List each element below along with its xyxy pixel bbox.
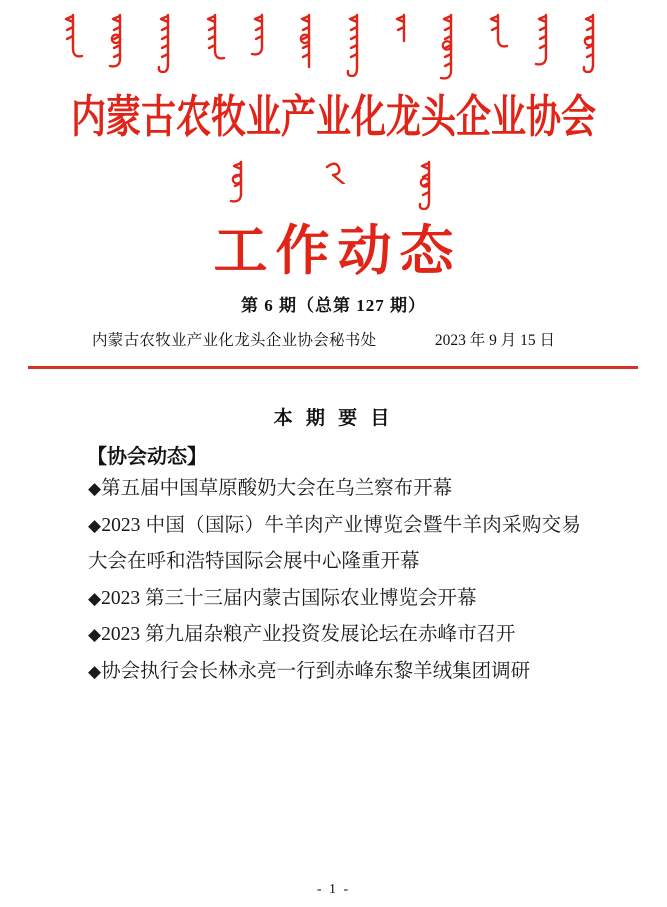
mongolian-subtitle-script	[0, 160, 667, 210]
toc-item-text: 协会执行会长林永亮一行到赤峰东黎羊绒集团调研	[101, 660, 531, 682]
page-number: - 1 -	[316, 882, 351, 897]
org-title: 内蒙古农牧业产业化龙头企业协会	[70, 92, 596, 143]
diamond-bullet-icon: ◆	[88, 515, 102, 535]
mongolian-script-icon	[107, 13, 131, 69]
toc-item	[88, 581, 581, 618]
toc-item-text: 2023 第九届杂粮产业投资发展论坛在赤峰市召开	[101, 624, 516, 646]
mongolian-script-icon	[296, 13, 320, 69]
mongolian-script-icon	[228, 160, 252, 204]
diamond-bullet-icon: ◆	[88, 588, 102, 608]
diamond-bullet-icon: ◆	[88, 479, 102, 498]
mongolian-script-icon	[155, 13, 179, 73]
mongolian-script-icon	[416, 160, 440, 210]
mongolian-script-icon	[60, 13, 84, 59]
toc-item-text: 第五届中国草原酸奶大会在乌兰察布开幕	[101, 478, 453, 499]
header-divider-rule	[28, 366, 638, 369]
section-label: 【协会动态】	[87, 446, 207, 468]
mongolian-script-icon	[533, 13, 557, 67]
toc-item	[88, 508, 581, 581]
mongolian-script-icon	[249, 13, 273, 57]
mongolian-script-icon	[322, 160, 346, 184]
doc-title: 工作动态	[213, 221, 462, 281]
mongolian-script-icon	[438, 13, 462, 81]
toc-item	[88, 654, 581, 691]
mongolian-script-icon	[391, 13, 415, 43]
toc-item-text: 2023 中国（国际）牛羊肉产业博览会暨牛羊肉采购交易大会在呼和浩特国际会展中心隆重开幕	[88, 514, 581, 573]
publisher: 内蒙古农牧业产业化龙头企业协会秘书处	[92, 332, 377, 349]
mongolian-header-script	[60, 13, 604, 81]
diamond-bullet-icon: ◆	[88, 661, 102, 681]
issue-number: 第 6 期（总第 127 期）	[241, 296, 426, 315]
publication-meta	[92, 328, 555, 350]
toc-item	[88, 617, 581, 654]
toc-item	[88, 471, 581, 508]
diamond-bullet-icon: ◆	[88, 625, 102, 645]
publish-date: 2023 年 9 月 15 日	[434, 332, 555, 349]
toc-list	[88, 471, 581, 691]
toc-item-text: 2023 第三十三届内蒙古国际农业博览会开幕	[101, 587, 477, 609]
mongolian-script-icon	[485, 13, 509, 49]
mongolian-script-icon	[344, 13, 368, 77]
mongolian-script-icon	[580, 13, 604, 73]
toc-title: 本 期 要 目	[273, 408, 394, 429]
mongolian-script-icon	[202, 13, 226, 61]
